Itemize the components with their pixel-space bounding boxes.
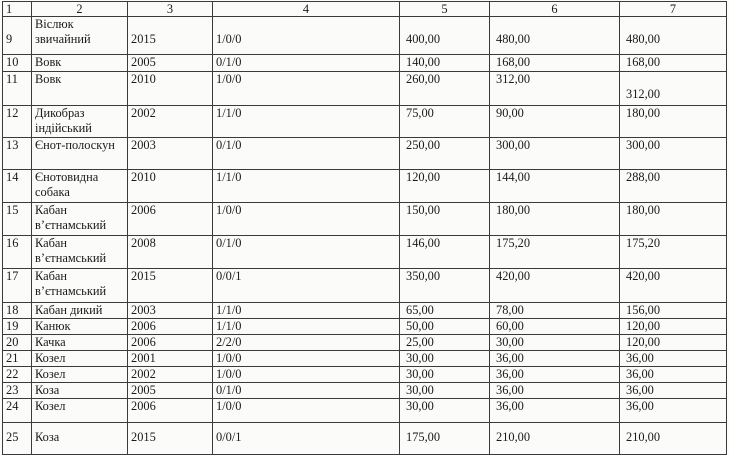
year-cell: 2006 [128, 335, 213, 351]
row-number: 19 [3, 319, 32, 335]
year-cell: 2001 [128, 351, 213, 367]
row-number: 21 [3, 351, 32, 367]
column6-text: 210,00 [496, 430, 531, 444]
column7-cell: 168,00 [620, 55, 727, 72]
column-header: 3 [128, 2, 213, 17]
column5-cell: 25,00 [400, 335, 490, 351]
column7-cell [620, 72, 727, 106]
table-row [3, 17, 727, 55]
column-header: 4 [213, 2, 400, 17]
row-number: 23 [3, 383, 32, 399]
column7-cell: 120,00 [620, 319, 727, 335]
sex-count-cell: 1/1/0 [213, 170, 400, 203]
column5-cell: 30,00 [400, 383, 490, 399]
row-number: 12 [3, 106, 32, 138]
column6-cell: 90,00 [490, 106, 620, 138]
sex-count-cell: 1/0/0 [213, 72, 400, 106]
column5-cell: 50,00 [400, 319, 490, 335]
animal-name [32, 423, 128, 455]
table-row [3, 303, 727, 319]
animal-name: Вовк [32, 72, 128, 106]
animal-name: Єнотовидна собака [32, 170, 128, 203]
table-row [3, 423, 727, 455]
column5-cell: 75,00 [400, 106, 490, 138]
row-number-text: 9 [6, 32, 13, 46]
column5-cell: 250,00 [400, 138, 490, 170]
column7-cell: 300,00 [620, 138, 727, 170]
sex-count-cell: 1/1/0 [213, 303, 400, 319]
sex-count-text: 0/0/1 [216, 430, 242, 444]
column7-cell: 156,00 [620, 303, 727, 319]
year-text: 2015 [131, 32, 156, 46]
year-cell: 2015 [128, 269, 213, 303]
column7-cell: 288,00 [620, 170, 727, 203]
column7-cell: 180,00 [620, 106, 727, 138]
sex-count-cell: 1/0/0 [213, 399, 400, 423]
column7-text: 312,00 [626, 87, 661, 101]
column6-cell: 144,00 [490, 170, 620, 203]
table-row [3, 203, 727, 236]
table-row [3, 106, 727, 138]
column6-cell: 78,00 [490, 303, 620, 319]
column7-cell: 120,00 [620, 335, 727, 351]
sex-count-cell: 2/2/0 [213, 335, 400, 351]
column-header: 6 [490, 2, 620, 17]
column6-cell: 168,00 [490, 55, 620, 72]
table-row [3, 269, 727, 303]
year-text: 2015 [131, 430, 156, 444]
column6-cell [490, 17, 620, 55]
animal-name: Качка [32, 335, 128, 351]
animal-name: Дикобраз індійський [32, 106, 128, 138]
column6-cell: 36,00 [490, 351, 620, 367]
row-number: 13 [3, 138, 32, 170]
table-row [3, 170, 727, 203]
row-number: 17 [3, 269, 32, 303]
animal-name: Вовк [32, 55, 128, 72]
table-row [3, 351, 727, 367]
column7-cell: 36,00 [620, 383, 727, 399]
column-number-row [3, 2, 727, 17]
column7-text: 210,00 [626, 430, 661, 444]
table-row [3, 236, 727, 269]
sex-count-cell: 0/1/0 [213, 138, 400, 170]
row-number-text: 25 [6, 430, 19, 444]
column5-text: 400,00 [406, 32, 441, 46]
column6-cell: 30,00 [490, 335, 620, 351]
table-row [3, 399, 727, 423]
year-cell: 2003 [128, 303, 213, 319]
table-row [3, 383, 727, 399]
column-header: 7 [620, 2, 727, 17]
column5-cell: 350,00 [400, 269, 490, 303]
year-cell: 2006 [128, 399, 213, 423]
sex-count-cell [213, 423, 400, 455]
column5-cell: 140,00 [400, 55, 490, 72]
animal-name-text: Коза [35, 430, 60, 444]
column5-cell [400, 423, 490, 455]
sex-count-cell: 1/0/0 [213, 367, 400, 383]
year-cell: 2002 [128, 106, 213, 138]
animal-name: Козел [32, 399, 128, 423]
animal-inventory-table [2, 1, 727, 455]
column6-cell: 36,00 [490, 383, 620, 399]
animal-name: Кабан в’єтнамський [32, 203, 128, 236]
column6-cell: 175,20 [490, 236, 620, 269]
column6-cell: 36,00 [490, 399, 620, 423]
column7-text: 480,00 [626, 32, 661, 46]
year-cell: 2008 [128, 236, 213, 269]
animal-name: Кабан дикий [32, 303, 128, 319]
year-cell: 2010 [128, 72, 213, 106]
year-cell: 2010 [128, 170, 213, 203]
row-number: 18 [3, 303, 32, 319]
column5-cell: 120,00 [400, 170, 490, 203]
column7-cell [620, 17, 727, 55]
table-body [3, 17, 727, 455]
table-row [3, 319, 727, 335]
table-row [3, 335, 727, 351]
sex-count-cell: 0/1/0 [213, 55, 400, 72]
animal-name: Віслюк звичайний [32, 17, 128, 55]
sex-count-cell: 1/0/0 [213, 351, 400, 367]
column6-cell: 420,00 [490, 269, 620, 303]
animal-name: Коза [32, 383, 128, 399]
column6-cell: 180,00 [490, 203, 620, 236]
column-header: 1 [3, 2, 32, 17]
column5-cell: 260,00 [400, 72, 490, 106]
row-number [3, 17, 32, 55]
row-number: 15 [3, 203, 32, 236]
column5-cell: 150,00 [400, 203, 490, 236]
row-number: 16 [3, 236, 32, 269]
sex-count-cell: 1/1/0 [213, 319, 400, 335]
sex-count-text: 1/0/0 [216, 32, 242, 46]
column7-cell [620, 423, 727, 455]
year-cell [128, 17, 213, 55]
row-number: 11 [3, 72, 32, 106]
column7-cell: 180,00 [620, 203, 727, 236]
year-cell: 2005 [128, 383, 213, 399]
sex-count-cell: 0/1/0 [213, 236, 400, 269]
year-cell: 2003 [128, 138, 213, 170]
year-cell: 2006 [128, 319, 213, 335]
column6-cell: 60,00 [490, 319, 620, 335]
column5-cell: 65,00 [400, 303, 490, 319]
column6-text: 480,00 [496, 32, 531, 46]
column-header: 5 [400, 2, 490, 17]
animal-name: Козел [32, 367, 128, 383]
column6-cell: 312,00 [490, 72, 620, 106]
table-row [3, 367, 727, 383]
column5-cell [400, 17, 490, 55]
animal-name: Козел [32, 351, 128, 367]
column-header: 2 [32, 2, 128, 17]
year-cell: 2005 [128, 55, 213, 72]
table-row [3, 55, 727, 72]
table-row [3, 138, 727, 170]
row-number: 14 [3, 170, 32, 203]
row-number: 22 [3, 367, 32, 383]
row-number: 20 [3, 335, 32, 351]
sex-count-cell: 1/1/0 [213, 106, 400, 138]
column7-cell: 175,20 [620, 236, 727, 269]
column6-cell: 36,00 [490, 367, 620, 383]
year-cell [128, 423, 213, 455]
row-number: 10 [3, 55, 32, 72]
column6-cell: 300,00 [490, 138, 620, 170]
column5-text: 175,00 [406, 430, 441, 444]
year-cell: 2002 [128, 367, 213, 383]
column6-cell [490, 423, 620, 455]
column5-cell: 146,00 [400, 236, 490, 269]
animal-name: Канюк [32, 319, 128, 335]
animal-name: Кабан в’єтнамський [32, 269, 128, 303]
column5-cell: 30,00 [400, 367, 490, 383]
animal-name: Єнот-полоскун [32, 138, 128, 170]
column7-cell: 420,00 [620, 269, 727, 303]
year-cell: 2006 [128, 203, 213, 236]
column5-cell: 30,00 [400, 399, 490, 423]
sex-count-cell: 1/0/0 [213, 203, 400, 236]
sex-count-cell: 0/1/0 [213, 383, 400, 399]
column7-cell: 36,00 [620, 367, 727, 383]
animal-name: Кабан в’єтнамський [32, 236, 128, 269]
row-number [3, 423, 32, 455]
table-row [3, 72, 727, 106]
column7-cell: 36,00 [620, 351, 727, 367]
row-number: 24 [3, 399, 32, 423]
table-header [3, 2, 727, 17]
column5-cell: 30,00 [400, 351, 490, 367]
column7-cell: 36,00 [620, 399, 727, 423]
sex-count-cell: 0/0/1 [213, 269, 400, 303]
sex-count-cell [213, 17, 400, 55]
